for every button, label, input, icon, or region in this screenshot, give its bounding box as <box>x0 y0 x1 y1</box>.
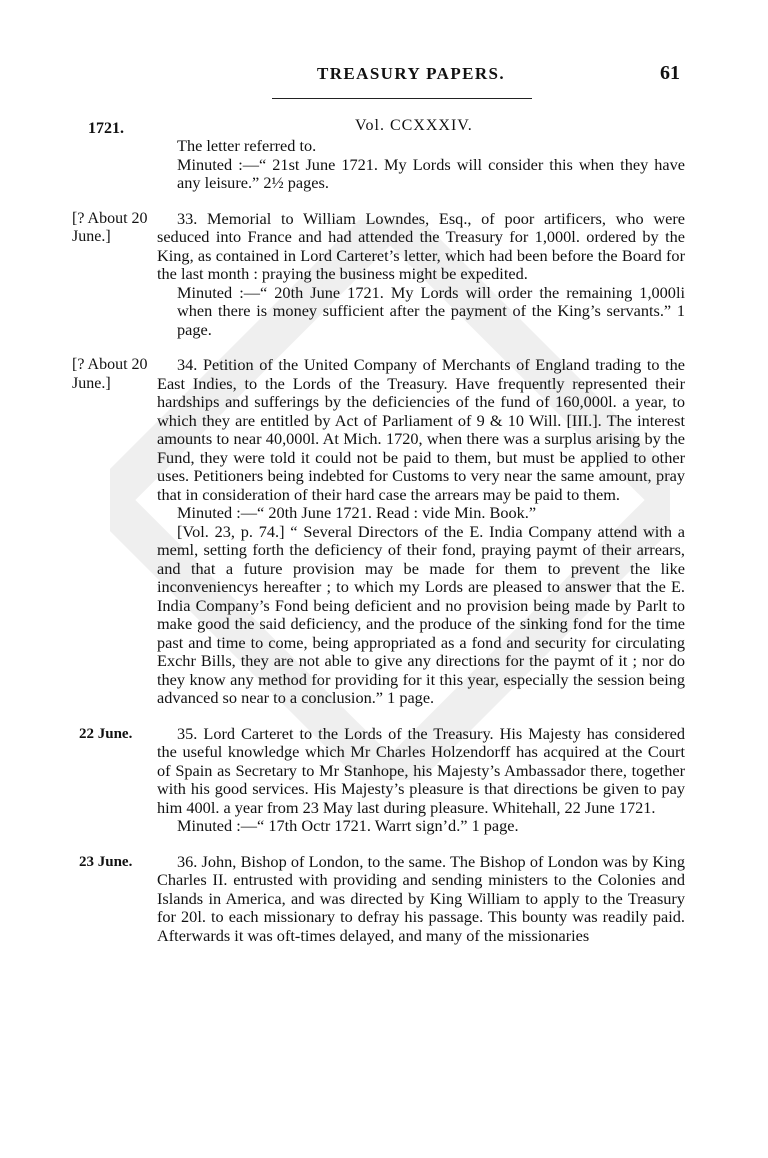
page-number: 61 <box>660 62 680 84</box>
entry-margin-date: [? About 20 June.] <box>72 209 148 245</box>
entries-column <box>72 136 685 945</box>
running-title: TREASURY PAPERS. <box>317 64 506 83</box>
entry-body: 33. Memorial to William Lowndes, Esq., of poor artificers, who were seduced into France and had attended the Treasury for 1,000l. ordered by the King, as contained in Lord Carteret’s letter, which had been before the Board for the last month : praying the business might be expedited. <box>157 208 685 283</box>
entry-body: 35. Lord Carteret to the Lords of the Treasury. His Majesty has considered the useful knowledge which Mr Charles Holzendorff has acquired at the Court of Spain as Secretary to Mr Stanhope, his Majesty’s Ambassador there, together with his good services. His Majesty’s pleasure is that directions be given to pay him 400l. a year from 23 May last during pleasure. Whitehall, 22 June 1721. <box>157 723 685 817</box>
entry-reference: [Vol. 23, p. 74.] “ Several Directors of the E. India Company attend with a meml, setting forth the deficiency of their fond, praying paymt of their arrears, and that a future provision may be made for them to prevent the like inconveniencys hereafter ; to which my Lords are pleased to answer that the E. India Company’s Fond being deficient and no provision being made by Parlt to make good the said deficiency, and the produce of the sinking fond for the time past and time to come, being appropriated as a fond and security for circulating Exchr Bills, they are not able to give any directions for the paymt of it ; nor do they know any method for providing for it this year, especially the session being advanced so near to a conclusion.” 1 page. <box>157 521 685 707</box>
page-header <box>0 64 768 94</box>
entry-minute: Minuted :—“ 21st June 1721. My Lords will consider this when they have any leisure.” 2½ pages. <box>177 154 685 192</box>
volume-label: Vol. CCXXXIV. <box>355 117 473 134</box>
entry-body: 34. Petition of the United Company of Merchants of England trading to the East Indies, to the Lords of the Treasury. Have frequently represented their hardships and sufferings by the deficiencies of the fund of 160,000l. a year, to which they are entitled by Act of Parliament of 9 & 10 Will. [III.]. The interest amounts to near 40,000l. At Mich. 1720, when there was a surplus arising by the Fund, they were told it could not be paid to them, but must be applied to other uses. Petitioners being indebted for Customs to very near the same amount, pray that in consideration of their hard case the arrears may be paid to them. <box>157 355 685 504</box>
entry-34 <box>72 355 685 708</box>
entry-minute: Minuted :—“ 17th Octr 1721. Warrt sign’d.” 1 page. <box>177 816 519 835</box>
entry-33 <box>72 208 685 340</box>
year-label: 1721. <box>88 120 124 137</box>
header-rule <box>272 98 532 99</box>
entry-35 <box>79 723 685 836</box>
entry-margin-date: [? About 20 June.] <box>72 356 148 392</box>
entry-36 <box>79 851 685 946</box>
entry-body: The letter referred to. <box>177 136 317 155</box>
entry-continuation <box>157 137 685 193</box>
entry-body: 36. John, Bishop of London, to the same. The Bishop of London was by King Charles II. entrusted with providing and sending ministers to the Colonies and Islands in America, and was directed by King William to apply to the Treasury for 20l. to each missionary to defray his passage. This bounty was readily paid. Afterwards it was oft-times delayed, and many of the missionaries <box>157 851 685 945</box>
entry-margin-date: 22 June. <box>79 725 133 742</box>
entry-minute: Minuted :—“ 20th June 1721. My Lords will order the remaining 1,000li when there is money sufficient after the payment of the King’s servants.” 1 page. <box>177 282 685 339</box>
entry-minute: Minuted :—“ 20th June 1721. Read : vide Min. Book.” <box>177 503 537 522</box>
entry-margin-date: 23 June. <box>79 853 133 870</box>
